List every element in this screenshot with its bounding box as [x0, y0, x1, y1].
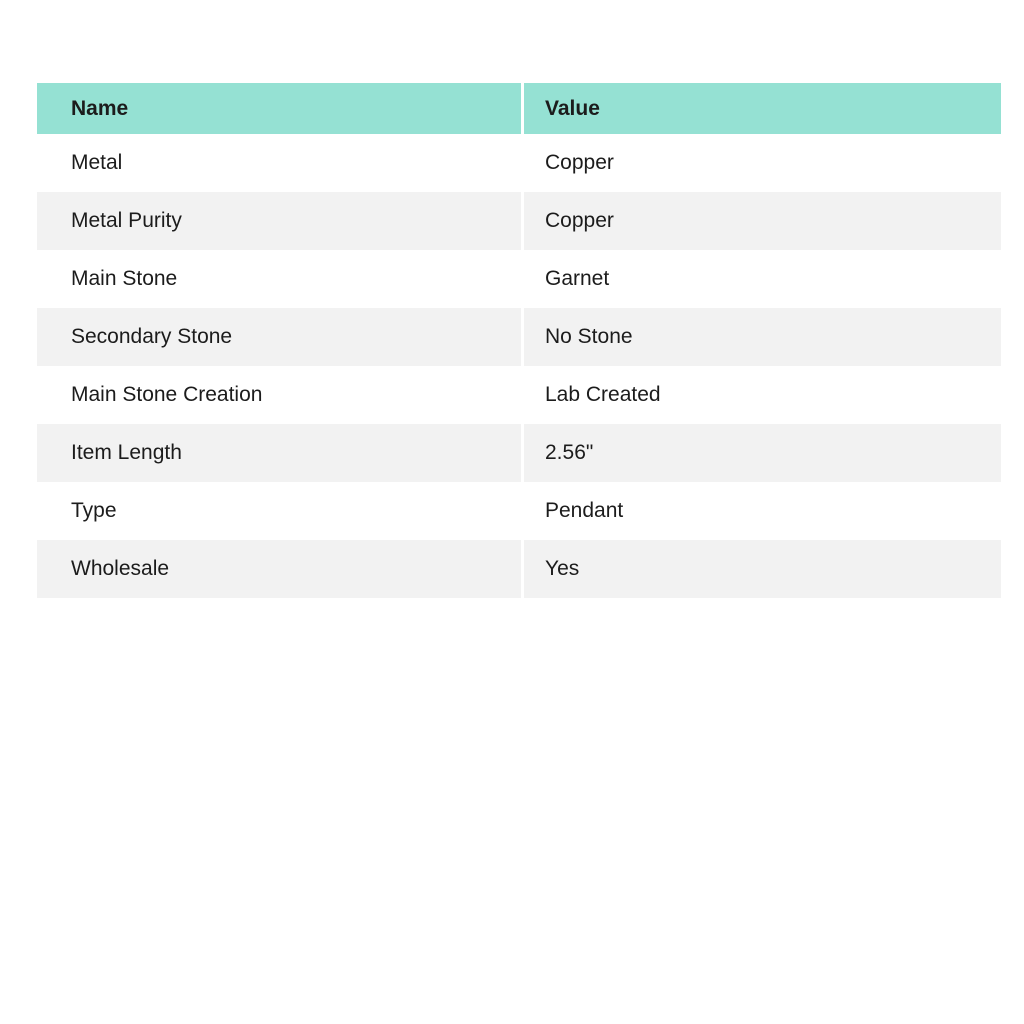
table-row-metal	[37, 134, 1001, 192]
attribute-name: Main Stone	[71, 267, 178, 290]
table-row-type	[37, 482, 1001, 540]
table-row-main-stone	[37, 250, 1001, 308]
attribute-name: Secondary Stone	[71, 325, 233, 348]
attribute-name: Main Stone Creation	[71, 383, 263, 406]
table-header-row	[37, 83, 1001, 134]
attribute-value: Copper	[521, 192, 1001, 250]
attribute-value: 2.56"	[521, 424, 1001, 482]
product-attributes-table	[37, 83, 1001, 598]
attribute-name: Item Length	[71, 441, 182, 464]
attribute-name: Type	[71, 499, 117, 522]
attribute-value: Yes	[521, 540, 1001, 598]
attribute-value: Garnet	[521, 250, 1001, 308]
table-row-secondary-stone	[37, 308, 1001, 366]
table-row-metal-purity	[37, 192, 1001, 250]
column-header-name: Name	[71, 96, 129, 120]
attribute-value: No Stone	[521, 308, 1001, 366]
attribute-name: Metal Purity	[71, 209, 182, 232]
table-row-main-stone-creation	[37, 366, 1001, 424]
attribute-value: Pendant	[521, 482, 1001, 540]
attribute-value: Copper	[521, 134, 1001, 192]
attribute-name: Metal	[71, 151, 123, 174]
table-row-item-length	[37, 424, 1001, 482]
attribute-value: Lab Created	[521, 366, 1001, 424]
table-row-wholesale	[37, 540, 1001, 598]
attribute-name: Wholesale	[71, 557, 170, 580]
column-header-value: Value	[521, 83, 1001, 134]
